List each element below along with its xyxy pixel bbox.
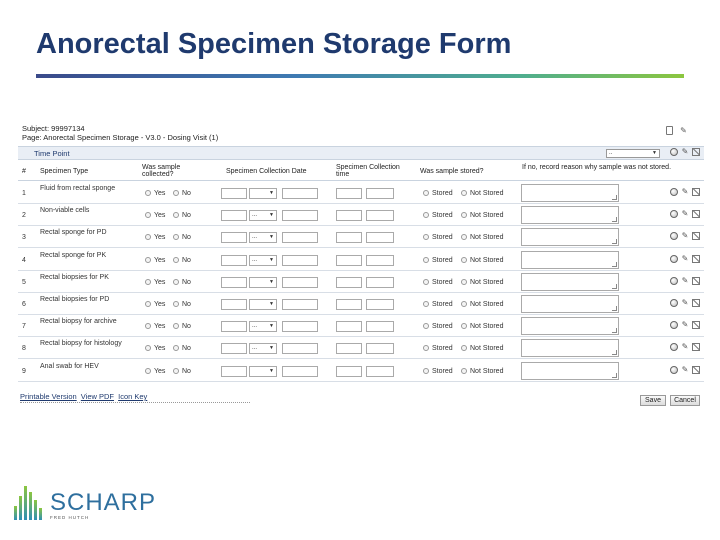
row-number: 5 [22, 278, 26, 286]
not-stored-radio[interactable] [461, 257, 467, 263]
collected-no-radio[interactable] [173, 212, 179, 218]
pencil-icon[interactable]: ✎ [681, 231, 689, 241]
query-flag-icon[interactable] [692, 277, 700, 285]
year-input[interactable] [282, 343, 318, 354]
pencil-icon[interactable]: ✎ [681, 275, 689, 285]
row-icons [670, 277, 700, 285]
header-collected: Was sample collected? [142, 164, 181, 178]
printable-version-link[interactable]: Printable Version [20, 392, 77, 401]
document-icon[interactable] [666, 126, 673, 135]
yes-label: Yes [154, 256, 166, 264]
chevron-down-icon: ▼ [269, 234, 274, 241]
no-label: No [182, 278, 191, 286]
query-flag-icon[interactable] [692, 366, 700, 374]
table-row [18, 182, 704, 204]
chevron-down-icon: ▼ [269, 323, 274, 330]
query-flag-icon[interactable] [692, 148, 700, 156]
row-number: 6 [22, 301, 26, 308]
table-row [18, 293, 704, 315]
pencil-icon[interactable]: ✎ [681, 253, 689, 263]
stored-radio[interactable] [423, 345, 429, 351]
row-number: 1 [22, 190, 26, 197]
minute-input[interactable] [366, 210, 394, 221]
not-stored-label: Not Stored [470, 367, 504, 375]
hour-input[interactable] [336, 277, 362, 288]
chevron-down-icon: ▼ [269, 212, 274, 219]
month-select[interactable] [249, 210, 277, 221]
not-stored-label: Not Stored [470, 212, 504, 220]
day-input[interactable] [221, 321, 247, 332]
status-circle-icon[interactable] [670, 343, 678, 351]
query-flag-icon[interactable] [692, 321, 700, 329]
specimen-type: Rectal biopsies for PD [40, 296, 110, 303]
stored-label: Stored [432, 367, 453, 375]
table-row [18, 204, 704, 226]
minute-input[interactable] [366, 366, 394, 377]
minute-input[interactable] [366, 232, 394, 243]
row-number: 8 [22, 345, 26, 353]
row-icons [670, 321, 700, 329]
reason-textarea[interactable] [521, 317, 619, 335]
chevron-down-icon: ▼ [652, 150, 657, 156]
stored-radio[interactable] [423, 257, 429, 263]
not-stored-radio[interactable] [461, 368, 467, 374]
hour-input[interactable] [336, 366, 362, 377]
reason-textarea[interactable] [521, 362, 619, 380]
collected-no-radio[interactable] [173, 234, 179, 240]
header-date: Specimen Collection Date [226, 168, 307, 175]
no-label: No [182, 256, 191, 264]
logo-tagline: FRED HUTCH [50, 515, 90, 520]
stored-radio[interactable] [423, 301, 429, 307]
header-stored: Was sample stored? [420, 168, 484, 175]
yes-label: Yes [154, 234, 166, 242]
pencil-icon[interactable]: ✎ [681, 320, 689, 330]
collected-yes-radio[interactable] [145, 279, 151, 285]
month-select[interactable] [249, 255, 277, 266]
pencil-icon[interactable]: ✎ [680, 126, 687, 135]
year-input[interactable] [282, 299, 318, 310]
no-label: No [182, 367, 191, 375]
status-circle-icon[interactable] [670, 210, 678, 218]
chevron-down-icon: ▼ [269, 367, 274, 374]
hour-input[interactable] [336, 232, 362, 243]
time-point-icons [670, 148, 700, 156]
specimen-type: Rectal biopsies for PK [40, 273, 109, 281]
table-row [18, 315, 704, 337]
yes-label: Yes [154, 278, 166, 286]
yes-label: Yes [154, 323, 166, 331]
not-stored-radio[interactable] [461, 345, 467, 351]
row-number: 9 [22, 367, 26, 375]
not-stored-label: Not Stored [470, 256, 504, 264]
not-stored-label: Not Stored [470, 345, 504, 353]
chevron-down-icon: ▼ [269, 301, 274, 307]
year-input[interactable] [282, 232, 318, 243]
hour-input[interactable] [336, 321, 362, 332]
status-circle-icon[interactable] [670, 148, 678, 156]
logo-wordmark: SCHARP [50, 489, 157, 516]
icon-key-link[interactable]: Icon Key [118, 392, 148, 401]
month-value: ... [252, 323, 258, 330]
reason-textarea[interactable] [521, 228, 619, 246]
no-label: No [182, 345, 191, 353]
minute-input[interactable] [366, 321, 394, 332]
minute-input[interactable] [366, 255, 394, 266]
stored-label: Stored [432, 234, 453, 242]
day-input[interactable] [221, 299, 247, 310]
reason-textarea[interactable] [521, 251, 619, 269]
minute-input[interactable] [366, 343, 394, 354]
stored-label: Stored [432, 190, 453, 197]
save-button[interactable]: Save [640, 395, 666, 406]
form-screenshot [12, 117, 708, 410]
no-label: No [182, 301, 191, 308]
month-select[interactable] [249, 366, 277, 377]
collected-no-radio[interactable] [173, 323, 179, 329]
time-point-label: Time Point [34, 149, 70, 158]
row-number: 4 [22, 256, 26, 264]
row-icons [670, 366, 700, 374]
collected-yes-radio[interactable] [145, 190, 151, 196]
status-circle-icon[interactable] [670, 188, 678, 196]
status-circle-icon[interactable] [670, 321, 678, 329]
time-point-select[interactable] [606, 149, 660, 158]
no-label: No [182, 212, 191, 220]
not-stored-radio[interactable] [461, 212, 467, 218]
scharp-logo [14, 482, 156, 520]
stored-label: Stored [432, 256, 453, 264]
not-stored-radio[interactable] [461, 323, 467, 329]
header-time: Specimen Collection time [336, 164, 400, 178]
footer-links [20, 392, 149, 401]
query-flag-icon[interactable] [692, 343, 700, 351]
year-input[interactable] [282, 321, 318, 332]
pencil-icon[interactable]: ✎ [681, 364, 689, 374]
yes-label: Yes [154, 190, 166, 197]
table-row [18, 249, 704, 271]
footer-divider [20, 402, 250, 404]
month-select[interactable] [249, 299, 277, 310]
query-flag-icon[interactable] [692, 232, 700, 240]
collected-yes-radio[interactable] [145, 323, 151, 329]
not-stored-radio[interactable] [461, 301, 467, 307]
chevron-down-icon: ▼ [269, 190, 274, 196]
collected-yes-radio[interactable] [145, 234, 151, 240]
row-icons [670, 299, 700, 307]
year-input[interactable] [282, 277, 318, 288]
no-label: No [182, 234, 191, 242]
collected-yes-radio[interactable] [145, 368, 151, 374]
query-flag-icon[interactable] [692, 188, 700, 196]
stored-radio[interactable] [423, 323, 429, 329]
collected-no-radio[interactable] [173, 279, 179, 285]
title-underline [36, 74, 684, 78]
month-select[interactable] [249, 232, 277, 243]
hour-input[interactable] [336, 188, 362, 199]
collected-yes-radio[interactable] [145, 212, 151, 218]
stored-label: Stored [432, 301, 453, 308]
not-stored-radio[interactable] [461, 279, 467, 285]
specimen-type: Fluid from rectal sponge [40, 185, 116, 192]
year-input[interactable] [282, 210, 318, 221]
row-icons [670, 255, 700, 263]
specimen-type: Rectal biopsy for histology [40, 340, 122, 348]
not-stored-label: Not Stored [470, 234, 504, 242]
chevron-down-icon: ▼ [269, 278, 274, 285]
specimen-type: Rectal sponge for PK [40, 251, 107, 259]
day-input[interactable] [221, 210, 247, 221]
collected-no-radio[interactable] [173, 368, 179, 374]
reason-textarea[interactable] [521, 295, 619, 313]
query-flag-icon[interactable] [692, 210, 700, 218]
month-select[interactable] [249, 277, 277, 288]
no-label: No [182, 190, 191, 197]
no-label: No [182, 323, 191, 331]
pencil-icon[interactable]: ✎ [681, 187, 689, 196]
hour-input[interactable] [336, 210, 362, 221]
not-stored-label: Not Stored [470, 278, 504, 286]
specimen-type: Non-viable cells [40, 207, 90, 215]
row-icons [670, 188, 700, 196]
day-input[interactable] [221, 343, 247, 354]
year-input[interactable] [282, 366, 318, 377]
reason-textarea[interactable] [521, 184, 619, 202]
collected-no-radio[interactable] [173, 257, 179, 263]
day-input[interactable] [221, 255, 247, 266]
subject-label: Subject: 99997134 [22, 124, 85, 133]
query-flag-icon[interactable] [692, 299, 700, 307]
yes-label: Yes [154, 212, 166, 220]
status-circle-icon[interactable] [670, 366, 678, 374]
stored-label: Stored [432, 345, 453, 353]
month-value: ... [252, 212, 258, 219]
row-icons [670, 343, 700, 351]
collected-yes-radio[interactable] [145, 257, 151, 263]
table-header [18, 162, 704, 181]
reason-textarea[interactable] [521, 339, 619, 357]
stored-label: Stored [432, 278, 453, 286]
header-reason: If no, record reason why sample was not stored. [522, 164, 672, 171]
collected-no-radio[interactable] [173, 301, 179, 307]
hour-input[interactable] [336, 343, 362, 354]
stored-radio[interactable] [423, 212, 429, 218]
stored-radio[interactable] [423, 368, 429, 374]
not-stored-label: Not Stored [470, 301, 504, 308]
stored-radio[interactable] [423, 279, 429, 285]
reason-textarea[interactable] [521, 206, 619, 224]
row-number: 7 [22, 323, 26, 331]
day-input[interactable] [221, 366, 247, 377]
page-tools [666, 126, 688, 135]
stored-radio[interactable] [423, 190, 429, 196]
month-select[interactable] [249, 321, 277, 332]
stored-label: Stored [432, 212, 453, 220]
time-point-value: .. [609, 150, 613, 156]
month-value: ... [252, 234, 258, 241]
row-number: 2 [22, 212, 26, 220]
view-pdf-link[interactable]: View PDF [80, 392, 115, 401]
slide-title: Anorectal Specimen Storage Form [36, 28, 512, 60]
pencil-icon[interactable]: ✎ [681, 147, 689, 156]
month-select[interactable] [249, 343, 277, 354]
day-input[interactable] [221, 277, 247, 288]
not-stored-radio[interactable] [461, 190, 467, 196]
day-input[interactable] [221, 232, 247, 243]
collected-no-radio[interactable] [173, 345, 179, 351]
month-value: ... [252, 345, 258, 352]
status-circle-icon[interactable] [670, 232, 678, 240]
collected-yes-radio[interactable] [145, 345, 151, 351]
collected-yes-radio[interactable] [145, 301, 151, 307]
reason-textarea[interactable] [521, 273, 619, 291]
table-row [18, 337, 704, 359]
not-stored-radio[interactable] [461, 234, 467, 240]
year-input[interactable] [282, 188, 318, 199]
specimen-type: Rectal sponge for PD [40, 229, 107, 237]
pencil-icon[interactable]: ✎ [681, 209, 689, 219]
row-icons [670, 210, 700, 218]
row-icons [670, 232, 700, 240]
page-label: Page: Anorectal Specimen Storage - V3.0 - Dosing Visit (1) [22, 133, 219, 142]
table-row [18, 271, 704, 293]
chevron-down-icon: ▼ [269, 256, 274, 263]
day-input[interactable] [221, 188, 247, 199]
query-flag-icon[interactable] [692, 255, 700, 263]
table-row [18, 360, 704, 382]
status-circle-icon[interactable] [670, 299, 678, 307]
pencil-icon[interactable]: ✎ [681, 342, 689, 352]
specimen-type: Rectal biopsy for archive [40, 318, 117, 326]
time-point-bar [18, 146, 704, 160]
hour-input[interactable] [336, 255, 362, 266]
chevron-down-icon: ▼ [269, 345, 274, 352]
hour-input[interactable] [336, 299, 362, 310]
stored-radio[interactable] [423, 234, 429, 240]
yes-label: Yes [154, 345, 166, 353]
yes-label: Yes [154, 301, 166, 308]
cancel-button[interactable]: Cancel [670, 395, 700, 406]
collected-no-radio[interactable] [173, 190, 179, 196]
minute-input[interactable] [366, 277, 394, 288]
not-stored-label: Not Stored [470, 323, 504, 331]
row-number: 3 [22, 234, 26, 242]
header-specimen-type: Specimen Type [40, 168, 89, 175]
yes-label: Yes [154, 367, 166, 375]
stored-label: Stored [432, 323, 453, 331]
month-select[interactable] [249, 188, 277, 199]
not-stored-label: Not Stored [470, 190, 504, 197]
header-num: # [22, 168, 26, 175]
logo-mark [14, 482, 44, 520]
minute-input[interactable] [366, 299, 394, 310]
table-row [18, 226, 704, 248]
minute-input[interactable] [366, 188, 394, 199]
status-circle-icon[interactable] [670, 255, 678, 263]
specimen-type: Anal swab for HEV [40, 362, 99, 370]
status-circle-icon[interactable] [670, 277, 678, 285]
pencil-icon[interactable]: ✎ [681, 298, 689, 307]
month-value: ... [252, 256, 258, 263]
year-input[interactable] [282, 255, 318, 266]
